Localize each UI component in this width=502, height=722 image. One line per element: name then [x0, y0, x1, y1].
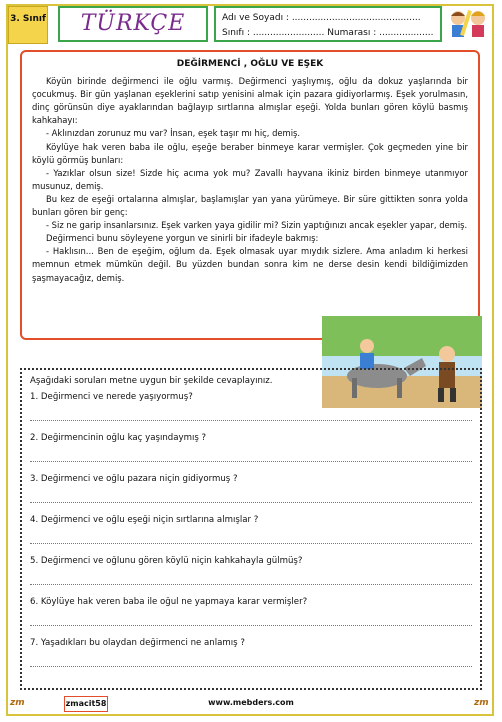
story-box [20, 50, 480, 340]
story-paragraph: - Yazıklar olsun size! Sizde hiç acıma yok mu? Zavallı hayvana ikiniz birden binmeye utanmıyor musunuz, demiş. [32, 167, 468, 191]
question-item [30, 556, 472, 597]
story-title: DEĞİRMENCİ , OĞLU VE EŞEK [176, 59, 324, 69]
questions-box [20, 368, 482, 690]
subject-title: TÜRKÇE [58, 6, 208, 42]
story-paragraph: - Aklınızdan zorunuz mu var? İnsan, eşek taşır mı hiç, demiş. [46, 128, 301, 139]
answer-line[interactable] [30, 654, 472, 667]
question-item [30, 474, 472, 515]
answer-line[interactable] [30, 531, 472, 544]
student-info [214, 6, 442, 42]
corner-mark-right: zm [474, 698, 489, 708]
question-text: 1. Değirmenci ve nerede yaşıyormuş? [30, 392, 193, 402]
question-item [30, 638, 472, 679]
story-paragraph: Köyün birinde değirmenci ile oğlu varmış. Değirmenci yaşlıymış, oğlu da dokuz yaşlarında bir çocukmuş. Bir gün yaşlanan eşeklerini satıp yenisini almak için pazara gidiyorlarmış. Eşek yorulmasın, dinç görünsün diye ayaklarından bağlayıp sırtlarına almışlar eşeği. Yolda bunları gören köylü basmış kahkahayı: [32, 76, 468, 126]
question-text: 3. Değirmenci ve oğlu pazara niçin gidiyormuş ? [30, 474, 238, 484]
answer-line[interactable] [30, 490, 472, 503]
answer-line[interactable] [30, 613, 472, 626]
grade-badge: 3. Sınıf [8, 6, 48, 44]
class-number-field[interactable]: Sınıfı : ......................... Numarası : ................... [222, 28, 434, 38]
story-paragraph: Değirmenci bunu söyleyene yorgun ve sinirli bir ifadeyle bakmış: [46, 233, 319, 244]
story-paragraph: Köylüye hak veren baba ile oğlu, eşeğe beraber binmeye karar vermişler. Çok geçmeden yine bir köylü görmüş bunları: [32, 141, 468, 165]
story-paragraph: - Siz ne garip insanlarsınız. Eşek varken yaya gidilir mi? Sizin yaptığınızı ancak eşekler yapar, demiş. [46, 220, 468, 231]
answer-line[interactable] [30, 572, 472, 585]
questions-intro: Aşağıdaki soruları metne uygun bir şekilde cevaplayınız. [30, 376, 273, 386]
question-text: 5. Değirmenci ve oğlunu gören köylü niçin kahkahayla gülmüş? [30, 556, 303, 566]
corner-mark-left: zm [10, 698, 25, 708]
question-item [30, 515, 472, 556]
name-field[interactable]: Adı ve Soyadı : ............................................. [222, 13, 421, 23]
site-link[interactable]: www.mebders.com [208, 698, 294, 707]
story-paragraph: - Haklısın... Ben de eşeğim, oğlum da. Eşek olmasak uyar mıydık sizlere. Ama anladım ki herkesi memnun etmek mümkün değil. Bu yüzden bundan sonra kim ne derse desin kendi bildiğimizden şaşmayacağız, demiş. [32, 246, 468, 283]
footer [0, 694, 502, 716]
question-text: 7. Yaşadıkları bu olaydan değirmenci ne anlamış ? [30, 638, 245, 648]
question-text: 4. Değirmenci ve oğlu eşeği niçin sırtlarına almışlar ? [30, 515, 259, 525]
question-item [30, 433, 472, 474]
author-badge: zmacit58 [64, 696, 108, 712]
question-item [30, 597, 472, 638]
question-text: 6. Köylüye hak veren baba ile oğul ne yapmaya karar vermişler? [30, 597, 308, 607]
question-text: 2. Değirmencinin oğlu kaç yaşındaymış ? [30, 433, 207, 443]
kids-pencil-icon [444, 6, 492, 42]
answer-line[interactable] [30, 408, 472, 421]
question-item [30, 392, 472, 433]
story-paragraph: Bu kez de eşeği ortalarına almışlar, başlamışlar yan yana yürümeye. Bir süre gittikten sonra yolda bunları gören bir genç: [32, 193, 468, 218]
answer-line[interactable] [30, 449, 472, 462]
